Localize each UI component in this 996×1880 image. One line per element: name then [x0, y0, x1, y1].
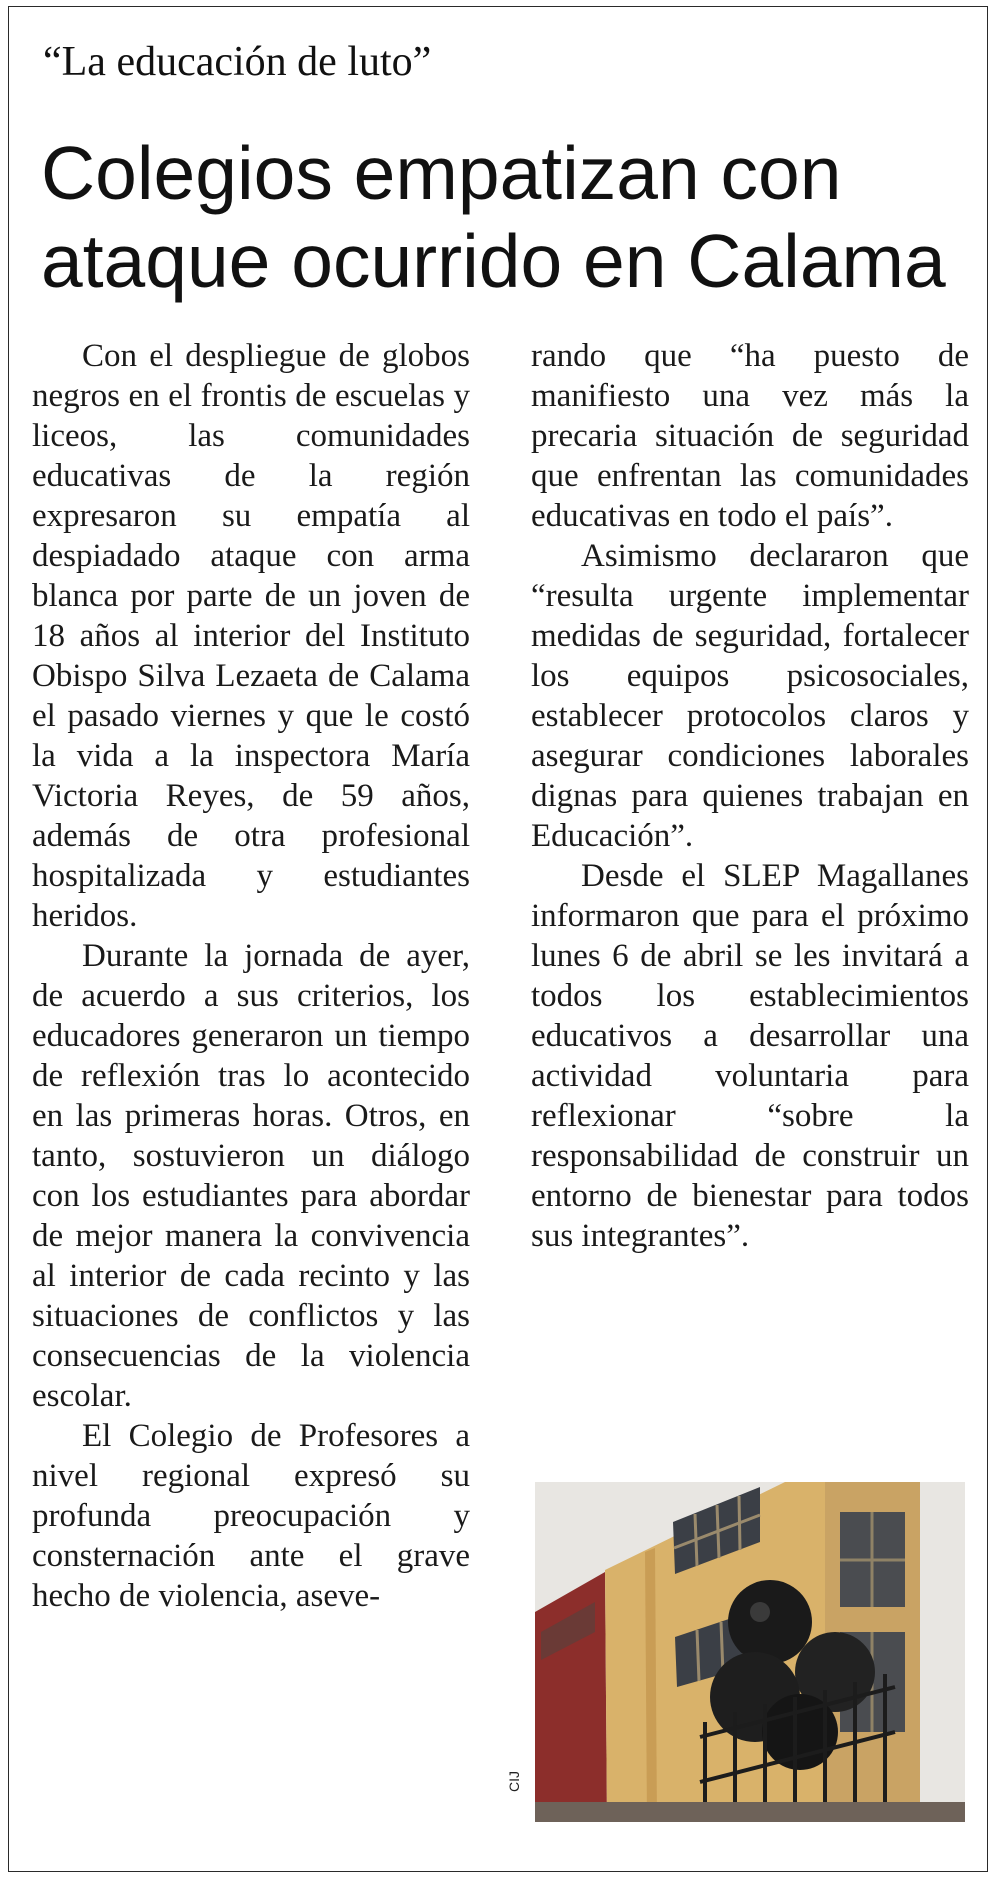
- school-building-photo: [535, 1482, 965, 1822]
- article-kicker: “La educación de luto”: [43, 39, 432, 85]
- article-photo: [535, 1482, 965, 1822]
- paragraph: rando que “ha puesto de manifiesto una vez más la precaria situación de seguridad que enfrentan las comunidades educativas en todo el país”.: [531, 338, 969, 534]
- paragraph: Desde el SLEP Magallanes informaron que para el próximo lunes 6 de abril se les invitará a todos los establecimientos educativos a desarrollar una actividad voluntaria para reflexionar “sobre la responsabilidad de construir un entorno de bienestar para todos sus integrantes”.: [531, 858, 969, 1254]
- paragraph: Durante la jornada de ayer, de acuerdo a sus criterios, los educadores generaron un tiempo de reflexión tras lo acontecido en las primeras horas. Otros, en tanto, sostuvieron un diálogo con los estudiantes para abordar de mejor manera la convivencia al interior de cada recinto y las situaciones de conflictos y las consecuencias de la violencia escolar.: [32, 938, 470, 1414]
- paragraph: Con el despliegue de globos negros en el frontis de escuelas y liceos, las comunidades educativas de la región expresaron su empatía al despiadado ataque con arma blanca por parte de un joven de 18 años al interior del Instituto Obispo Silva Lezaeta de Calama el pasado viernes y que le costó la vida a la inspectora María Victoria Reyes, de 59 años, además de otra profesional hospitalizada y estudiantes heridos.: [32, 338, 470, 934]
- paragraph: El Colegio de Profesores a nivel regional expresó su profunda preocupación y consternación ante el grave hecho de violencia, aseve-: [32, 1418, 470, 1614]
- photo-credit: CIJ: [506, 1771, 522, 1792]
- article-column-1: [32, 336, 470, 1616]
- article-column-2: [531, 336, 969, 1256]
- paragraph: Asimismo declararon que “resulta urgente implementar medidas de seguridad, fortalecer los equipos psicosociales, establecer protocolos claros y asegurar condiciones laborales dignas para quienes trabajan en Educación”.: [531, 538, 969, 854]
- article-headline: Colegios empatizan con ataque ocurrido en Calama: [41, 131, 946, 303]
